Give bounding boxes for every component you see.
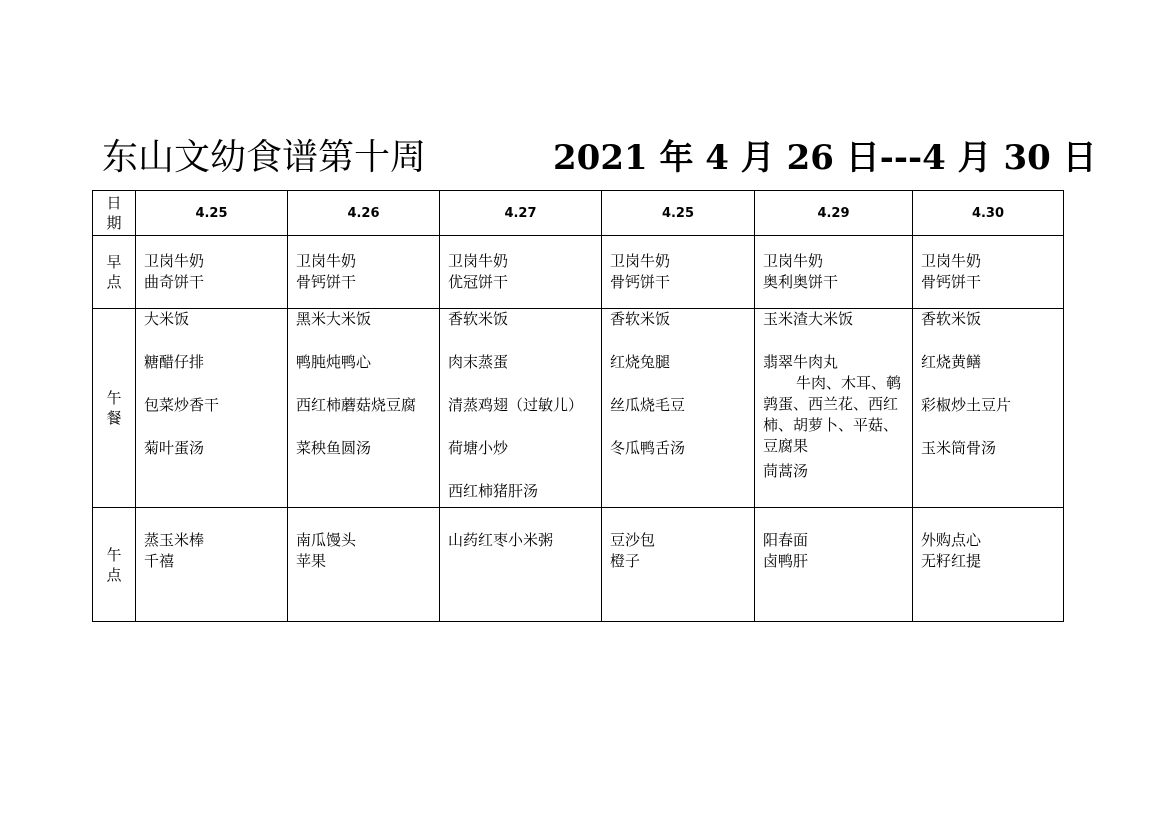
row-label-char: 午 (106, 545, 122, 564)
menu-item: 豆沙包 (610, 531, 656, 549)
breakfast-cell (755, 236, 913, 309)
menu-item: 西红柿猪肝汤 (448, 482, 539, 500)
menu-item: 香软米饭 (448, 310, 509, 328)
breakfast-row (93, 236, 1064, 309)
date-row (93, 191, 1064, 236)
menu-item: 卫岗牛奶 (921, 252, 982, 270)
menu-item: 苹果 (296, 552, 327, 570)
row-label-char: 期 (106, 214, 122, 232)
menu-item: 菜秧鱼圆汤 (296, 439, 372, 457)
date-range: 2021 年 4 月 26 日---4 月 30 日 (553, 138, 1097, 178)
menu-item: 骨钙饼干 (610, 273, 671, 291)
menu-item: 无籽红提 (921, 552, 982, 570)
date-header: 4.25 (136, 191, 288, 236)
date-header: 4.26 (288, 191, 440, 236)
row-label-char: 早 (106, 253, 122, 271)
row-label-date (93, 191, 136, 236)
menu-item: 翡翠牛肉丸 (763, 353, 839, 371)
menu-item: 外购点心 (921, 531, 982, 549)
menu-item: 茼蒿汤 (763, 462, 809, 480)
menu-item: 奥利奥饼干 (763, 273, 839, 291)
breakfast-cell (288, 236, 440, 309)
lunch-cell (136, 309, 288, 508)
menu-item: 彩椒炒土豆片 (921, 396, 1012, 414)
menu-item: 卫岗牛奶 (448, 252, 509, 270)
breakfast-cell (440, 236, 602, 309)
date-header: 4.30 (913, 191, 1064, 236)
menu-item: 红烧黄鳝 (921, 353, 982, 371)
menu-item: 橙子 (610, 552, 641, 570)
menu-item: 骨钙饼干 (921, 273, 982, 291)
menu-item: 卫岗牛奶 (144, 252, 205, 270)
snack-cell (602, 508, 755, 622)
menu-item: 肉末蒸蛋 (448, 353, 509, 371)
snack-cell (136, 508, 288, 622)
lunch-cell (755, 309, 913, 508)
menu-item: 清蒸鸡翅（过敏儿） (448, 396, 584, 414)
row-label-snack (93, 508, 136, 622)
menu-item: 卫岗牛奶 (296, 252, 357, 270)
menu-item: 蒸玉米棒 (144, 531, 205, 549)
menu-item: 卫岗牛奶 (763, 252, 824, 270)
row-label-char: 点 (106, 565, 122, 584)
row-label-char: 点 (106, 273, 122, 291)
menu-item: 荷塘小炒 (448, 439, 509, 457)
menu-title: 东山文幼食谱第十周 (102, 137, 427, 178)
menu-table (92, 190, 1064, 622)
menu-item: 阳春面 (763, 531, 809, 549)
menu-item: 菊叶蛋汤 (144, 439, 205, 457)
menu-item: 冬瓜鸭舌汤 (610, 439, 686, 457)
menu-item: 大米饭 (144, 310, 190, 328)
menu-item: 骨钙饼干 (296, 273, 357, 291)
breakfast-cell (136, 236, 288, 309)
menu-item: 丝瓜烧毛豆 (610, 396, 686, 414)
menu-item: 红烧兔腿 (610, 353, 671, 371)
lunch-row (93, 309, 1064, 508)
lunch-cell (913, 309, 1064, 508)
row-label-breakfast (93, 236, 136, 309)
snack-cell (755, 508, 913, 622)
menu-item: 山药红枣小米粥 (448, 531, 554, 549)
lunch-cell (288, 309, 440, 508)
breakfast-cell (913, 236, 1064, 309)
menu-item: 鸭肫炖鸭心 (296, 353, 372, 371)
menu-item: 曲奇饼干 (144, 273, 205, 291)
snack-cell (440, 508, 602, 622)
menu-item: 香软米饭 (921, 310, 982, 328)
row-label-char: 午 (106, 389, 122, 407)
menu-item: 糖醋仔排 (144, 353, 205, 371)
breakfast-cell (602, 236, 755, 309)
date-header: 4.27 (440, 191, 602, 236)
snack-row (93, 508, 1064, 622)
menu-item: 优冠饼干 (448, 273, 509, 291)
menu-item: 南瓜馒头 (296, 531, 357, 549)
lunch-cell (602, 309, 755, 508)
menu-item: 千禧 (144, 552, 175, 570)
snack-cell (288, 508, 440, 622)
menu-item: 香软米饭 (610, 310, 671, 328)
row-label-char: 日 (106, 194, 122, 212)
menu-item: 黑米大米饭 (296, 310, 372, 328)
menu-item: 包菜炒香干 (144, 396, 220, 414)
menu-item: 卤鸭肝 (763, 552, 809, 570)
snack-cell (913, 508, 1064, 622)
date-header: 4.25 (602, 191, 755, 236)
menu-item: 卫岗牛奶 (610, 252, 671, 270)
row-label-char: 餐 (106, 409, 122, 427)
menu-item-detail: 牛肉、木耳、鹌鹑蛋、西兰花、西红柿、胡萝卜、平菇、豆腐果 (763, 374, 902, 455)
menu-item: 玉米筒骨汤 (921, 439, 997, 457)
row-label-lunch (93, 309, 136, 508)
menu-item: 玉米渣大米饭 (763, 310, 854, 328)
date-header: 4.29 (755, 191, 913, 236)
lunch-cell (440, 309, 602, 508)
menu-item: 西红柿蘑菇烧豆腐 (296, 396, 417, 414)
